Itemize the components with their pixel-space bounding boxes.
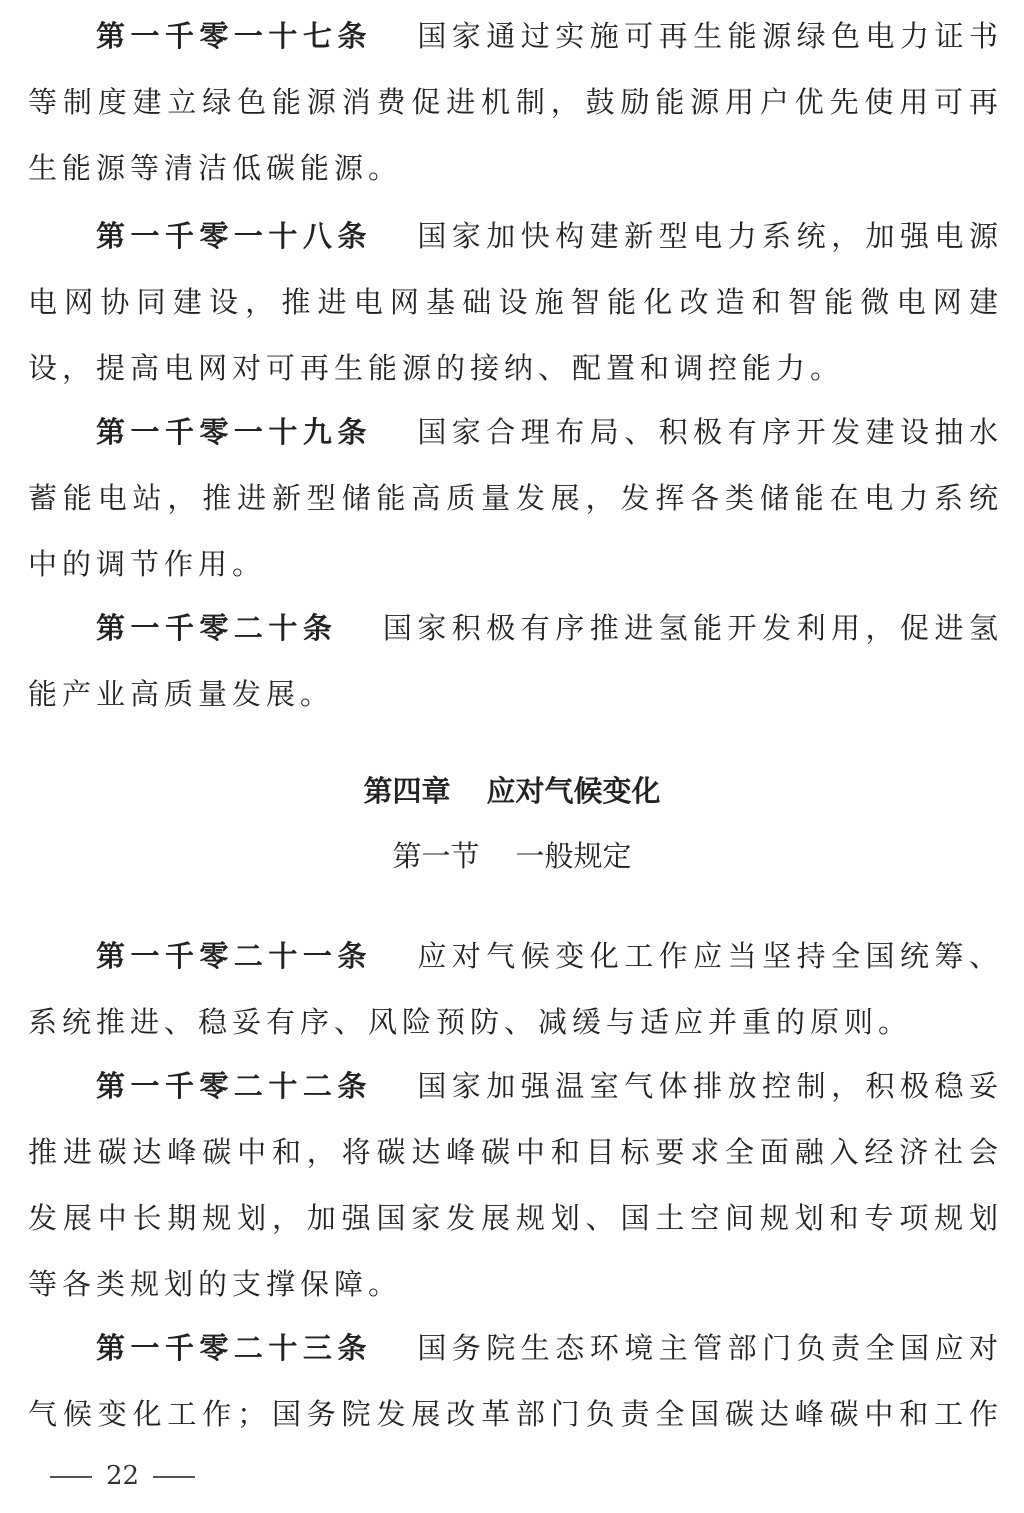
chapter-title: 应对气候变化 <box>486 774 661 808</box>
article-first-line <box>96 934 998 978</box>
article-line: 蓄能电站，推进新型储能高质量发展，发挥各类储能在电力系统 <box>28 481 998 515</box>
article-line: 等制度建立绿色能源消费促进机制，鼓励能源用户优先使用可再 <box>28 85 998 119</box>
article-first-line <box>96 410 998 454</box>
article-line: 推进碳达峰碳中和，将碳达峰碳中和目标要求全面融入经济社会 <box>28 1135 998 1169</box>
section-number: 第一节 <box>392 839 480 873</box>
article-text: 应对气候变化工作应当坚持全国统筹、 <box>411 939 998 973</box>
article-text: 国家加快构建新型电力系统，加强电源 <box>411 219 998 253</box>
article-line: 气候变化工作；国务院发展改革部门负责全国碳达峰碳中和工作 <box>28 1397 998 1431</box>
article-number: 第一千零一十九条 <box>96 415 372 449</box>
article-first-line <box>96 1064 998 1108</box>
article-line: 中的调节作用。 <box>28 547 267 581</box>
article-first-line <box>96 214 998 258</box>
article-number: 第一千零二十二条 <box>96 1069 372 1103</box>
article-number: 第一千零一十七条 <box>96 19 372 53</box>
article-text: 国家积极有序推进氢能开发利用，促进氢 <box>377 611 998 645</box>
article-text: 国家加强温室气体排放控制，积极稳妥 <box>411 1069 998 1103</box>
article-text: 国家通过实施可再生能源绿色电力证书 <box>411 19 998 53</box>
article-line: 系统推进、稳妥有序、风险预防、减缓与适应并重的原则。 <box>28 1005 913 1039</box>
article-line: 设，提高电网对可再生能源的接纳、配置和调控能力。 <box>28 351 845 385</box>
page-footer <box>36 1458 209 1494</box>
article-line: 能产业高质量发展。 <box>28 677 335 711</box>
article-number: 第一千零二十三条 <box>96 1331 372 1365</box>
footer-dash-left <box>50 1476 92 1478</box>
article-line: 等各类规划的支撑保障。 <box>28 1267 403 1301</box>
article-first-line <box>96 606 998 650</box>
article-first-line <box>96 14 998 58</box>
article-line: 发展中长期规划，加强国家发展规划、国土空间规划和专项规划 <box>28 1201 998 1235</box>
chapter-number: 第四章 <box>363 774 451 808</box>
article-number: 第一千零一十八条 <box>96 219 372 253</box>
section-heading <box>0 834 1024 878</box>
chapter-heading <box>0 768 1024 814</box>
article-text: 国务院生态环境主管部门负责全国应对 <box>411 1331 998 1365</box>
article-line: 电网协同建设，推进电网基础设施智能化改造和智能微电网建 <box>28 285 998 319</box>
article-text: 国家合理布局、积极有序开发建设抽水 <box>411 415 998 449</box>
article-number: 第一千零二十条 <box>96 611 338 645</box>
article-line: 生能源等清洁低碳能源。 <box>28 151 403 185</box>
section-title: 一般规定 <box>515 839 632 873</box>
article-number: 第一千零二十一条 <box>96 939 372 973</box>
page-number: 22 <box>106 1461 140 1491</box>
footer-dash-right <box>153 1476 195 1478</box>
article-first-line <box>96 1326 998 1370</box>
